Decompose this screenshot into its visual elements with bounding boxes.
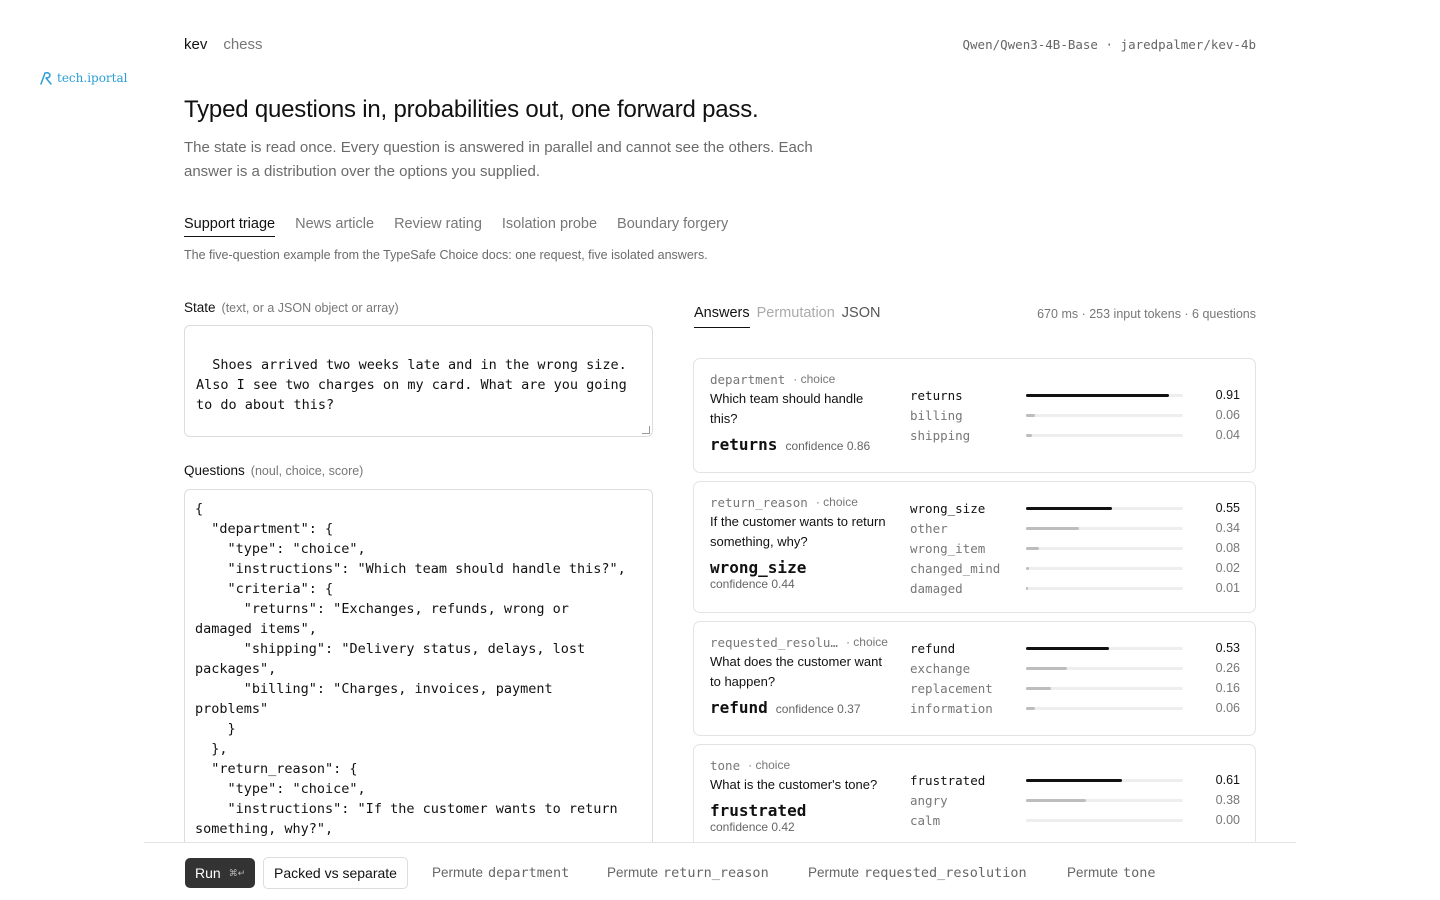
confidence-label: confidence 0.37	[775, 702, 861, 716]
option-value: 0.00	[1215, 813, 1240, 827]
option-label: refund	[910, 640, 956, 656]
option-label: changed_mind	[910, 560, 1001, 576]
probability-bar	[1026, 799, 1183, 802]
state-input[interactable]	[184, 325, 653, 437]
option-list	[910, 770, 1240, 830]
question-instructions: If the customer wants to return something, why?	[710, 514, 886, 549]
option-row	[910, 518, 1240, 538]
top-bar	[184, 34, 1256, 54]
option-label: returns	[910, 387, 963, 403]
option-row	[910, 405, 1240, 425]
option-label: wrong_size	[910, 500, 986, 516]
answer-card-department	[693, 358, 1256, 473]
option-value: 0.34	[1215, 521, 1240, 535]
option-value: 0.02	[1215, 561, 1240, 575]
option-label: information	[910, 700, 993, 716]
page-lead: The state is read once. Every question is answered in parallel and cannot see the others. Each answer is a distribution over the options you supplied.	[184, 139, 813, 180]
question-instructions: What is the customer's tone?	[710, 777, 878, 792]
confidence-label: confidence 0.86	[785, 439, 871, 453]
page-title: Typed questions in, probabilities out, one forward pass.	[184, 96, 759, 123]
chess-link[interactable]: chess	[223, 35, 263, 53]
probability-bar	[1026, 779, 1183, 782]
option-list	[910, 385, 1240, 445]
permute-requested-resolution-button[interactable]	[808, 865, 1027, 881]
probability-bar	[1026, 819, 1183, 822]
tab-support-triage[interactable]: Support triage	[184, 216, 275, 237]
confidence-label: confidence 0.44	[710, 577, 795, 591]
probability-bar	[1026, 647, 1183, 650]
answer-value: frustrated	[710, 801, 807, 820]
option-label: exchange	[910, 660, 971, 676]
probability-bar	[1026, 587, 1183, 590]
tab-news-article[interactable]: News article	[295, 216, 375, 232]
question-name: return_reason	[710, 495, 808, 510]
tab-boundary-forgery[interactable]: Boundary forgery	[617, 216, 729, 232]
tab-isolation-probe[interactable]: Isolation probe	[501, 216, 598, 232]
probability-bar	[1026, 687, 1183, 690]
option-label: wrong_item	[910, 540, 986, 556]
probability-bar	[1026, 567, 1183, 570]
question-type: · choice	[815, 495, 858, 509]
question-type: · choice	[748, 758, 791, 772]
resize-handle-icon[interactable]	[642, 426, 650, 434]
question-type: · choice	[793, 372, 836, 386]
question-name: tone	[710, 758, 741, 773]
option-label: calm	[910, 812, 941, 828]
option-row	[910, 385, 1240, 405]
option-value: 0.53	[1215, 641, 1240, 655]
tab-answers[interactable]: Answers	[694, 305, 750, 328]
probability-bar	[1026, 434, 1183, 437]
option-row	[910, 538, 1240, 558]
option-value: 0.06	[1215, 408, 1240, 422]
questions-hint: (noul, choice, score)	[250, 464, 364, 478]
run-button-label: Run	[195, 865, 221, 881]
permute-word: Permute	[808, 865, 860, 880]
results-tabs	[694, 305, 880, 328]
packed-vs-separate-button[interactable]: Packed vs separate	[263, 857, 408, 889]
question-type: · choice	[845, 635, 888, 649]
example-tabs	[184, 216, 728, 237]
option-value: 0.91	[1215, 388, 1240, 402]
option-label: angry	[910, 792, 948, 808]
tab-description: The five-question example from the TypeSafe Choice docs: one request, five isolated answers.	[184, 248, 708, 262]
permute-word: Permute	[432, 865, 484, 880]
probability-bar	[1026, 527, 1183, 530]
tab-permutation[interactable]: Permutation	[756, 305, 835, 321]
permute-target: return_reason	[663, 865, 769, 881]
probability-fill	[1026, 647, 1109, 650]
permute-tone-button[interactable]	[1067, 865, 1156, 881]
answer-value: wrong_size	[710, 558, 807, 577]
tab-json[interactable]: JSON	[841, 305, 881, 321]
option-label: damaged	[910, 580, 963, 596]
state-input-value: Shoes arrived two weeks late and in the wrong size. Also I see two charges on my card. What are you going to do about this?	[196, 357, 627, 413]
option-row	[910, 698, 1240, 718]
probability-fill	[1026, 567, 1029, 570]
model-label: Qwen/Qwen3-4B-Base · jaredpalmer/kev-4b	[962, 36, 1256, 52]
probability-bar	[1026, 667, 1183, 670]
probability-fill	[1026, 394, 1169, 397]
option-row	[910, 638, 1240, 658]
tab-review-rating[interactable]: Review rating	[394, 216, 482, 232]
permute-word: Permute	[607, 865, 659, 880]
probability-bar	[1026, 547, 1183, 550]
permute-word: Permute	[1067, 865, 1119, 880]
option-value: 0.55	[1215, 501, 1240, 515]
questions-label	[184, 463, 363, 478]
permute-department-button[interactable]	[432, 865, 569, 881]
logo-text: tech.iportal	[57, 71, 128, 85]
option-label: other	[910, 520, 948, 536]
answer-card-tone	[693, 744, 1256, 854]
option-row	[910, 578, 1240, 598]
answer-card-return-reason	[693, 481, 1256, 613]
option-value: 0.16	[1215, 681, 1240, 695]
state-hint: (text, or a JSON object or array)	[221, 301, 399, 315]
answer-value: returns	[710, 435, 778, 454]
keyboard-shortcut-icon: ⌘↵	[228, 867, 246, 878]
option-value: 0.06	[1215, 701, 1240, 715]
probability-fill	[1026, 799, 1086, 802]
option-list	[910, 638, 1240, 718]
option-row	[910, 425, 1240, 445]
run-button[interactable]	[185, 858, 255, 888]
option-label: shipping	[910, 427, 971, 443]
permute-return-reason-button[interactable]	[607, 865, 769, 881]
probability-fill	[1026, 667, 1067, 670]
option-row	[910, 678, 1240, 698]
option-row	[910, 790, 1240, 810]
questions-label-text: Questions	[184, 463, 245, 478]
option-row	[910, 658, 1240, 678]
probability-fill	[1026, 707, 1035, 710]
logo-icon	[38, 70, 54, 86]
probability-bar	[1026, 707, 1183, 710]
option-value: 0.61	[1215, 773, 1240, 787]
logo	[38, 70, 127, 86]
question-instructions: Which team should handle this?	[710, 391, 864, 426]
state-label-text: State	[184, 300, 216, 315]
bottom-toolbar	[144, 842, 1296, 900]
probability-fill	[1026, 687, 1051, 690]
question-name: department	[710, 372, 786, 387]
confidence-label: confidence 0.42	[710, 820, 795, 834]
option-value: 0.04	[1215, 428, 1240, 442]
permute-target: requested_resolution	[864, 865, 1027, 881]
option-row	[910, 770, 1240, 790]
option-label: replacement	[910, 680, 993, 696]
permute-target: department	[488, 865, 570, 881]
questions-input-value: { "department": { "type": "choice", "instructions": "Which team should handle this?", "criteria": { "returns": "Exchanges, refunds, wrong or damaged items", "shipping": "Delivery status, delays, lost packages", "billing": "Charges, invoices, payment problems" } }, "return_reason": { "type": "choice", "instructions": "If the customer wants to return something, why?",	[195, 501, 626, 837]
brand-link[interactable]: kev	[184, 35, 208, 53]
probability-fill	[1026, 414, 1035, 417]
option-value: 0.38	[1215, 793, 1240, 807]
state-label	[184, 300, 399, 315]
probability-fill	[1026, 779, 1122, 782]
option-list	[910, 498, 1240, 598]
probability-bar	[1026, 507, 1183, 510]
probability-fill	[1026, 434, 1032, 437]
option-label: billing	[910, 407, 963, 423]
option-row	[910, 558, 1240, 578]
answer-card-requested-resolution	[693, 621, 1256, 736]
probability-fill	[1026, 527, 1079, 530]
answer-value: refund	[710, 698, 768, 717]
option-row	[910, 498, 1240, 518]
option-row	[910, 810, 1240, 830]
option-label: frustrated	[910, 772, 986, 788]
question-instructions: What does the customer want to happen?	[710, 654, 882, 689]
permute-target: tone	[1123, 865, 1156, 881]
questions-input[interactable]	[184, 489, 653, 849]
probability-fill	[1026, 547, 1039, 550]
option-value: 0.01	[1215, 581, 1240, 595]
probability-bar	[1026, 414, 1183, 417]
probability-fill	[1026, 587, 1028, 590]
probability-bar	[1026, 394, 1183, 397]
run-stats: 670 ms · 253 input tokens · 6 questions	[1037, 307, 1256, 321]
question-name: requested_resolu…	[710, 635, 838, 650]
option-value: 0.08	[1215, 541, 1240, 555]
probability-fill	[1026, 507, 1112, 510]
option-value: 0.26	[1215, 661, 1240, 675]
